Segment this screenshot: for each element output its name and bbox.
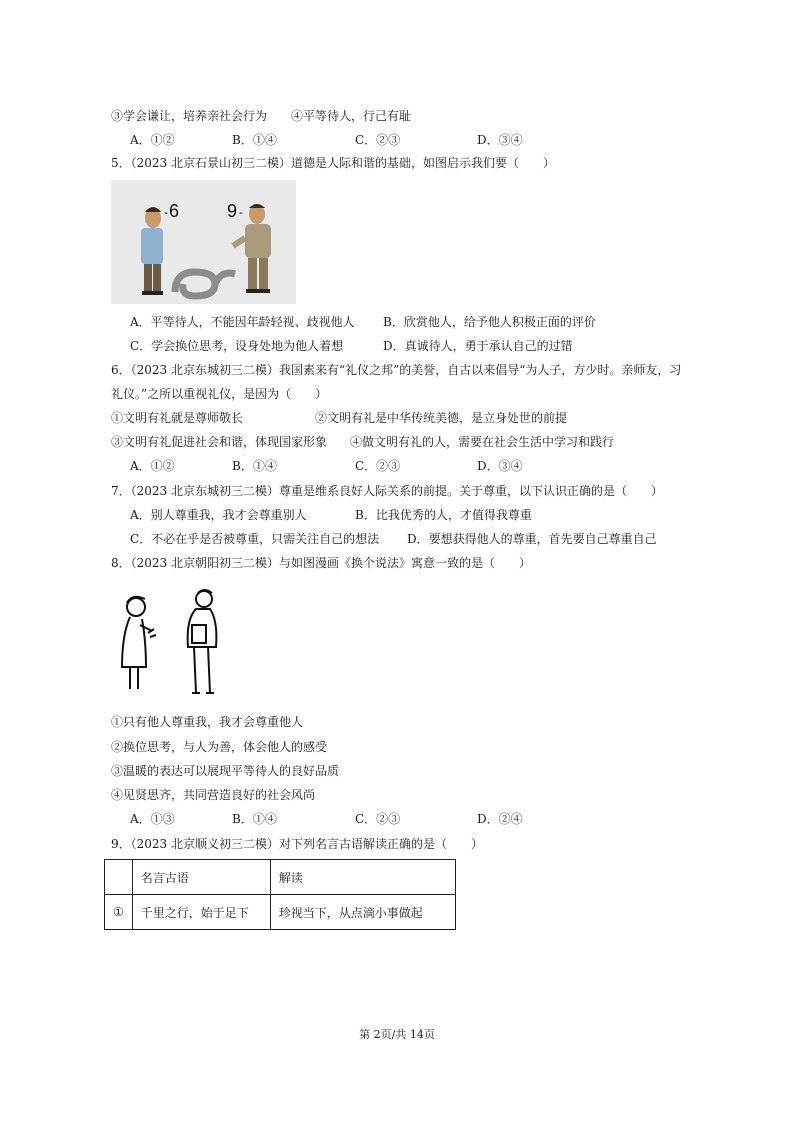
q8-statement-1: ①只有他人尊重我，我才会尊重他人	[111, 715, 304, 729]
option-b: B．①④	[232, 133, 277, 147]
q7-option-c: C．不必在乎是否被尊重，只需关注自己的想法	[130, 532, 380, 546]
page-footer: 第 2页/共 14页	[359, 1028, 435, 1041]
q6-option-d: D．③④	[477, 459, 523, 473]
q7-stem: 7．（2023 北京东城初三二模）尊重是维系良好人际关系的前提。关于尊重，以下认识正确的是（ ）	[111, 484, 663, 498]
q7-option-a: A．别人尊重我，我才会尊重别人	[130, 508, 307, 522]
left-number: 6	[169, 201, 180, 221]
q8-option-d: D．②④	[477, 812, 523, 826]
q5-option-a: A．平等待人，不能因年龄轻视、歧视他人	[130, 315, 355, 329]
q8-cartoon	[112, 585, 224, 697]
q6-option-c: C．②③	[355, 459, 401, 473]
statement-3-4: ③学会谦让，培养亲社会行为 ④平等待人，行己有耻	[111, 109, 412, 123]
q5-illustration	[111, 180, 296, 304]
option-d: D．③④	[477, 133, 523, 147]
q9-table	[104, 859, 456, 930]
q6-option-b: B．①④	[232, 459, 277, 473]
svg-text:-: -	[164, 205, 168, 219]
q6-statement-3: ③文明有礼促进社会和谐，体现国家形象	[111, 435, 328, 449]
q6-statement-1: ①文明有礼就是尊师敬长	[111, 411, 244, 425]
q9-stem: 9．（2023 北京顺义初三二模）对下列名言古语解读正确的是（ ）	[111, 837, 483, 851]
option-a: A．①②	[130, 133, 175, 147]
q8-statement-3: ③温暖的表达可以展现平等待人的良好品质	[111, 764, 340, 778]
q6-option-a: A．①②	[130, 459, 175, 473]
table-header-row	[105, 860, 456, 895]
q8-statement-2: ②换位思考，与人为善，体会他人的感受	[111, 740, 328, 754]
q8-option-c: C．②③	[355, 812, 401, 826]
q8-statement-4: ④见贤思齐，共同营造良好的社会风尚	[111, 788, 316, 802]
q6-stem-line2: 礼仪。”之所以重视礼仪，是因为（ ）	[111, 387, 328, 401]
q8-option-b: B．①④	[232, 812, 277, 826]
q7-option-b: B．比我优秀的人，才值得我尊重	[355, 508, 532, 522]
svg-text:-: -	[239, 205, 243, 219]
q8-option-a: A．①③	[130, 812, 175, 826]
q5-option-c: C．学会换位思考，设身处地为他人着想	[130, 339, 344, 353]
q5-option-b: B．欣赏他人，给予他人积极正面的评价	[383, 315, 596, 329]
option-c: C．②③	[355, 133, 401, 147]
q6-stem-line1: 6．（2023 北京东城初三二模）我国素来有“礼仪之邦”的美誉，自古以来倡导“为人子，方少时。亲师友，习	[111, 363, 682, 377]
q8-stem: 8．（2023 北京朝阳初三二模）与如图漫画《换个说法》寓意一致的是（ ）	[111, 556, 531, 570]
q5-option-d: D．真诚待人，勇于承认自己的过错	[383, 339, 573, 353]
table-cell: 珍视当下，从点滴小事做起	[270, 895, 455, 930]
table-header-cell: 名言古语	[132, 860, 270, 895]
table-cell: ①	[105, 895, 133, 930]
table-header-cell: 解读	[270, 860, 455, 895]
table-header-cell	[105, 860, 133, 895]
q7-option-d: D．要想获得他人的尊重，首先要自己尊重自己	[407, 532, 657, 546]
table-cell: 千里之行，始于足下	[132, 895, 270, 930]
q6-statement-2: ②文明有礼是中华传统美德，是立身处世的前提	[315, 411, 568, 425]
right-number: 9	[227, 201, 238, 221]
q6-statement-4: ④做文明有礼的人，需要在社会生活中学习和践行	[350, 435, 615, 449]
table-row	[105, 895, 456, 930]
q5-stem: 5．（2023 北京石景山初三二模）道德是人际和谐的基础，如图启示我们要（ ）	[111, 156, 555, 170]
